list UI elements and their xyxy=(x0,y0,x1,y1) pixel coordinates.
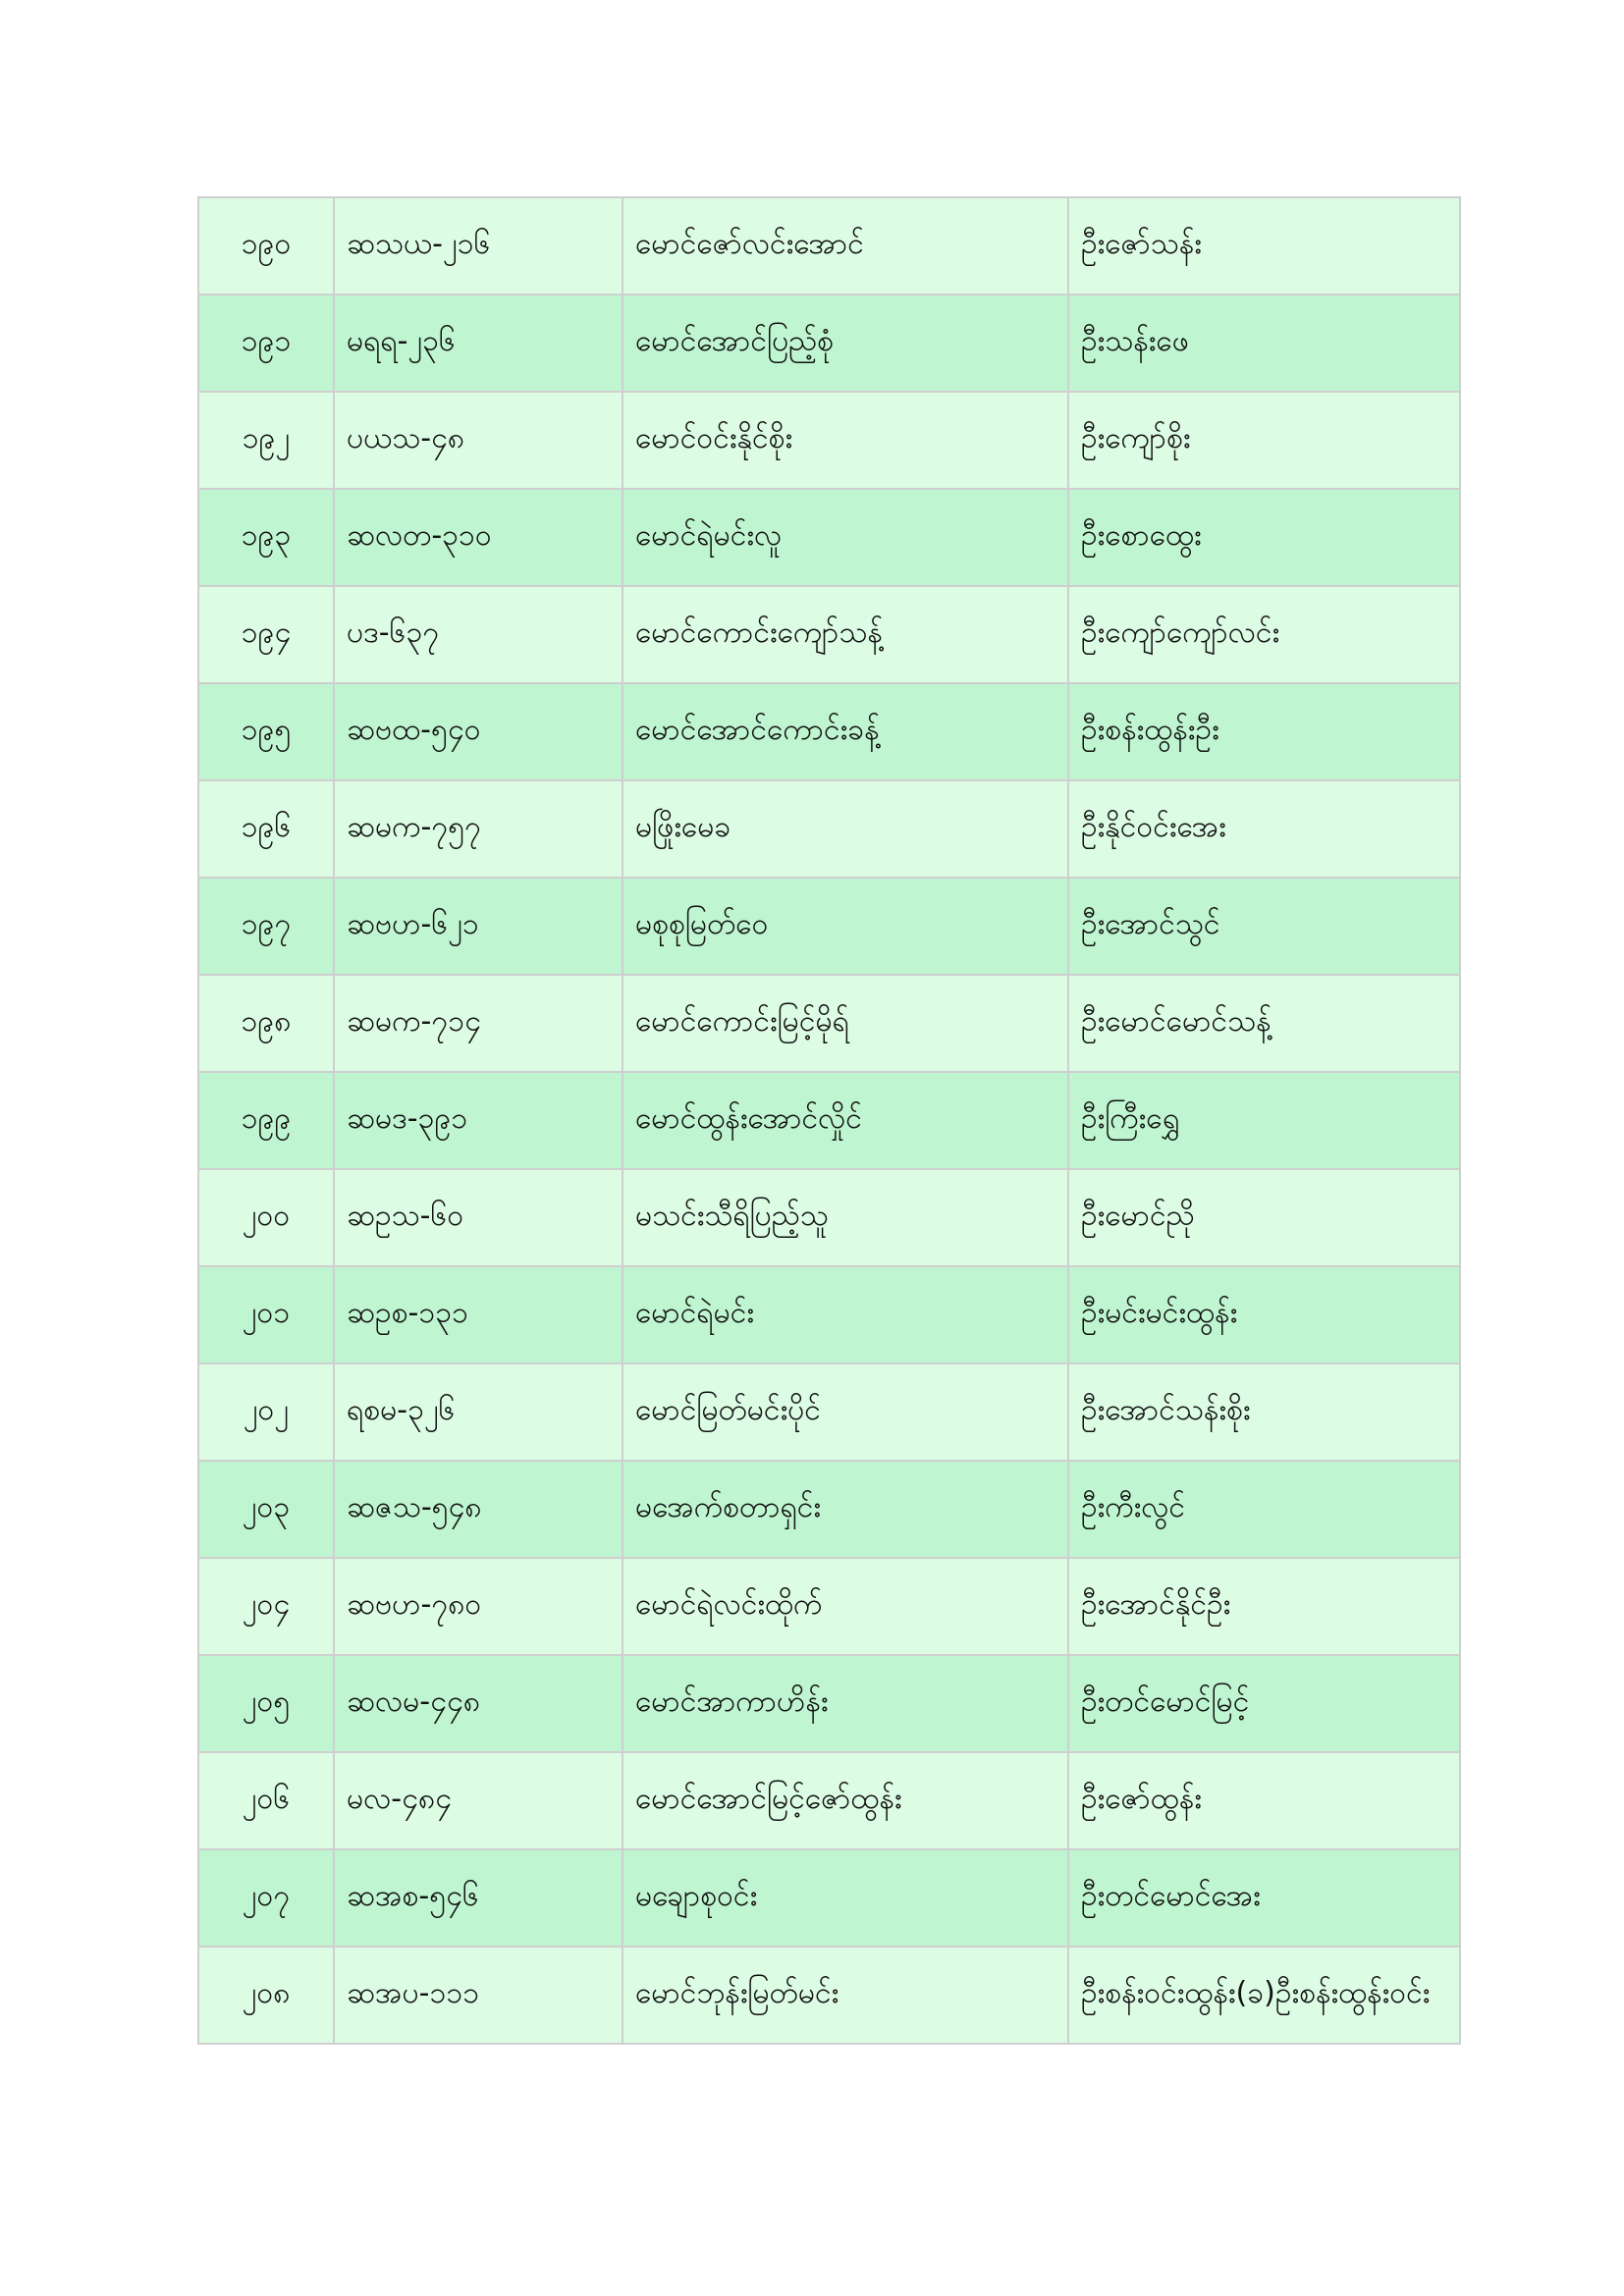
records-table xyxy=(197,196,1461,2045)
records-table-body xyxy=(198,197,1460,2044)
row-name: မစုစုမြတ်ဝေ xyxy=(623,878,1068,975)
row-father: ဦးမောင်မောင်သန့် xyxy=(1068,975,1460,1072)
row-number: ၂၀၈ xyxy=(198,1947,334,2044)
row-id: ဆမဒ-၃၉၁ xyxy=(334,1072,623,1169)
row-id: ဆအစ-၅၄၆ xyxy=(334,1849,623,1947)
row-name: မောင်ဘုန်းမြတ်မင်း xyxy=(623,1947,1068,2044)
row-id: ဆဗဟ-၆၂၁ xyxy=(334,878,623,975)
row-number: ၁၉၀ xyxy=(198,197,334,294)
row-name: မောင်ဝင်းနိုင်စိုး xyxy=(623,392,1068,489)
row-name: မောင်ရဲလင်းထိုက် xyxy=(623,1558,1068,1655)
table-row xyxy=(198,780,1460,878)
row-name: မချောစုဝင်း xyxy=(623,1849,1068,1947)
row-id: ပယသ-၄၈ xyxy=(334,392,623,489)
row-father: ဦးမင်းမင်းထွန်း xyxy=(1068,1266,1460,1363)
row-father: ဦးကီးလွင် xyxy=(1068,1461,1460,1558)
table-row xyxy=(198,1461,1460,1558)
table-row xyxy=(198,1947,1460,2044)
row-father: ဦးနိုင်ဝင်းအေး xyxy=(1068,780,1460,878)
row-id: ဆမက-၇၅၇ xyxy=(334,780,623,878)
row-name: မောင်အောင်ပြည့်စုံ xyxy=(623,294,1068,392)
row-name: မောင်ကောင်းမြင့်မိုရ် xyxy=(623,975,1068,1072)
row-name: မောင်ရဲမင်းလူ xyxy=(623,489,1068,586)
row-father: ဦးတင်မောင်မြင့် xyxy=(1068,1655,1460,1752)
row-id: ဆဥစ-၁၃၁ xyxy=(334,1266,623,1363)
row-id: ရစမ-၃၂၆ xyxy=(334,1363,623,1461)
table-row xyxy=(198,294,1460,392)
row-father: ဦးသန်းဖေ xyxy=(1068,294,1460,392)
row-name: မောင်အောင်ကောင်းခန့် xyxy=(623,683,1068,780)
table-row xyxy=(198,878,1460,975)
row-number: ၁၉၆ xyxy=(198,780,334,878)
table-row xyxy=(198,1266,1460,1363)
row-id: ဆသယ-၂၁၆ xyxy=(334,197,623,294)
row-name: မသင်းသီရိပြည့်သူ xyxy=(623,1169,1068,1266)
row-name: မောင်ထွန်းအောင်လှိုင် xyxy=(623,1072,1068,1169)
table-row xyxy=(198,683,1460,780)
row-number: ၁၉၄ xyxy=(198,586,334,683)
row-father: ဦးကျော်ကျော်လင်း xyxy=(1068,586,1460,683)
table-row xyxy=(198,1752,1460,1849)
table-row xyxy=(198,1558,1460,1655)
row-number: ၁၉၃ xyxy=(198,489,334,586)
row-father: ဦးအောင်သွင် xyxy=(1068,878,1460,975)
row-id: ဆလတ-၃၁၀ xyxy=(334,489,623,586)
row-id: ဆဗထ-၅၄၀ xyxy=(334,683,623,780)
row-id: ဆဗဟ-၇၈၀ xyxy=(334,1558,623,1655)
row-name: မောင်ဇော်လင်းအောင် xyxy=(623,197,1068,294)
row-father: ဦးကျော်စိုး xyxy=(1068,392,1460,489)
table-row xyxy=(198,1363,1460,1461)
table-row xyxy=(198,1655,1460,1752)
row-father: ဦးဇော်ထွန်း xyxy=(1068,1752,1460,1849)
row-father: ဦးစန်းဝင်းထွန်း(ခ)ဦးစန်းထွန်းဝင်း xyxy=(1068,1947,1460,2044)
row-id: ဆဥသ-၆၀ xyxy=(334,1169,623,1266)
row-number: ၂၀၇ xyxy=(198,1849,334,1947)
row-number: ၂၀၃ xyxy=(198,1461,334,1558)
row-number: ၂၀၆ xyxy=(198,1752,334,1849)
row-father: ဦးစန်းထွန်းဦး xyxy=(1068,683,1460,780)
table-row xyxy=(198,489,1460,586)
row-number: ၂၀၁ xyxy=(198,1266,334,1363)
row-name: မောင်မြတ်မင်းပိုင် xyxy=(623,1363,1068,1461)
row-name: မအေက်စတာရှင်း xyxy=(623,1461,1068,1558)
row-name: မောင်ရဲမင်း xyxy=(623,1266,1068,1363)
table-row xyxy=(198,1169,1460,1266)
row-id: ဆမက-၇၁၄ xyxy=(334,975,623,1072)
row-number: ၁၉၉ xyxy=(198,1072,334,1169)
row-number: ၂၀၄ xyxy=(198,1558,334,1655)
row-number: ၁၉၇ xyxy=(198,878,334,975)
table-row xyxy=(198,1849,1460,1947)
row-number: ၁၉၂ xyxy=(198,392,334,489)
row-name: မောင်အောင်မြင့်ဇော်ထွန်း xyxy=(623,1752,1068,1849)
row-id: ဆလမ-၄၄၈ xyxy=(334,1655,623,1752)
row-id: မရရ-၂၃၆ xyxy=(334,294,623,392)
row-id: ဆဇသ-၅၄၈ xyxy=(334,1461,623,1558)
row-number: ၂၀၂ xyxy=(198,1363,334,1461)
row-father: ဦးဇော်သန်း xyxy=(1068,197,1460,294)
table-row xyxy=(198,1072,1460,1169)
row-father: ဦးစောထွေး xyxy=(1068,489,1460,586)
row-name: မဖြိုးမေခ xyxy=(623,780,1068,878)
row-father: ဦးတင်မောင်အေး xyxy=(1068,1849,1460,1947)
row-number: ၁၉၈ xyxy=(198,975,334,1072)
row-name: မောင်အာကာဟိန်း xyxy=(623,1655,1068,1752)
row-father: ဦးကြီးရွှေ xyxy=(1068,1072,1460,1169)
row-number: ၁၉၅ xyxy=(198,683,334,780)
row-number: ၂၀၀ xyxy=(198,1169,334,1266)
row-id: မလ-၄၈၄ xyxy=(334,1752,623,1849)
table-row xyxy=(198,197,1460,294)
row-number: ၂၀၅ xyxy=(198,1655,334,1752)
row-id: ပဒ-၆၃၇ xyxy=(334,586,623,683)
row-number: ၁၉၁ xyxy=(198,294,334,392)
row-father: ဦးအောင်သန်းစိုး xyxy=(1068,1363,1460,1461)
row-father: ဦးမောင်ညို xyxy=(1068,1169,1460,1266)
table-row xyxy=(198,586,1460,683)
table-row xyxy=(198,392,1460,489)
row-father: ဦးအောင်နိုင်ဦး xyxy=(1068,1558,1460,1655)
row-name: မောင်ကောင်းကျော်သန့် xyxy=(623,586,1068,683)
row-id: ဆအပ-၁၁၁ xyxy=(334,1947,623,2044)
table-row xyxy=(198,975,1460,1072)
